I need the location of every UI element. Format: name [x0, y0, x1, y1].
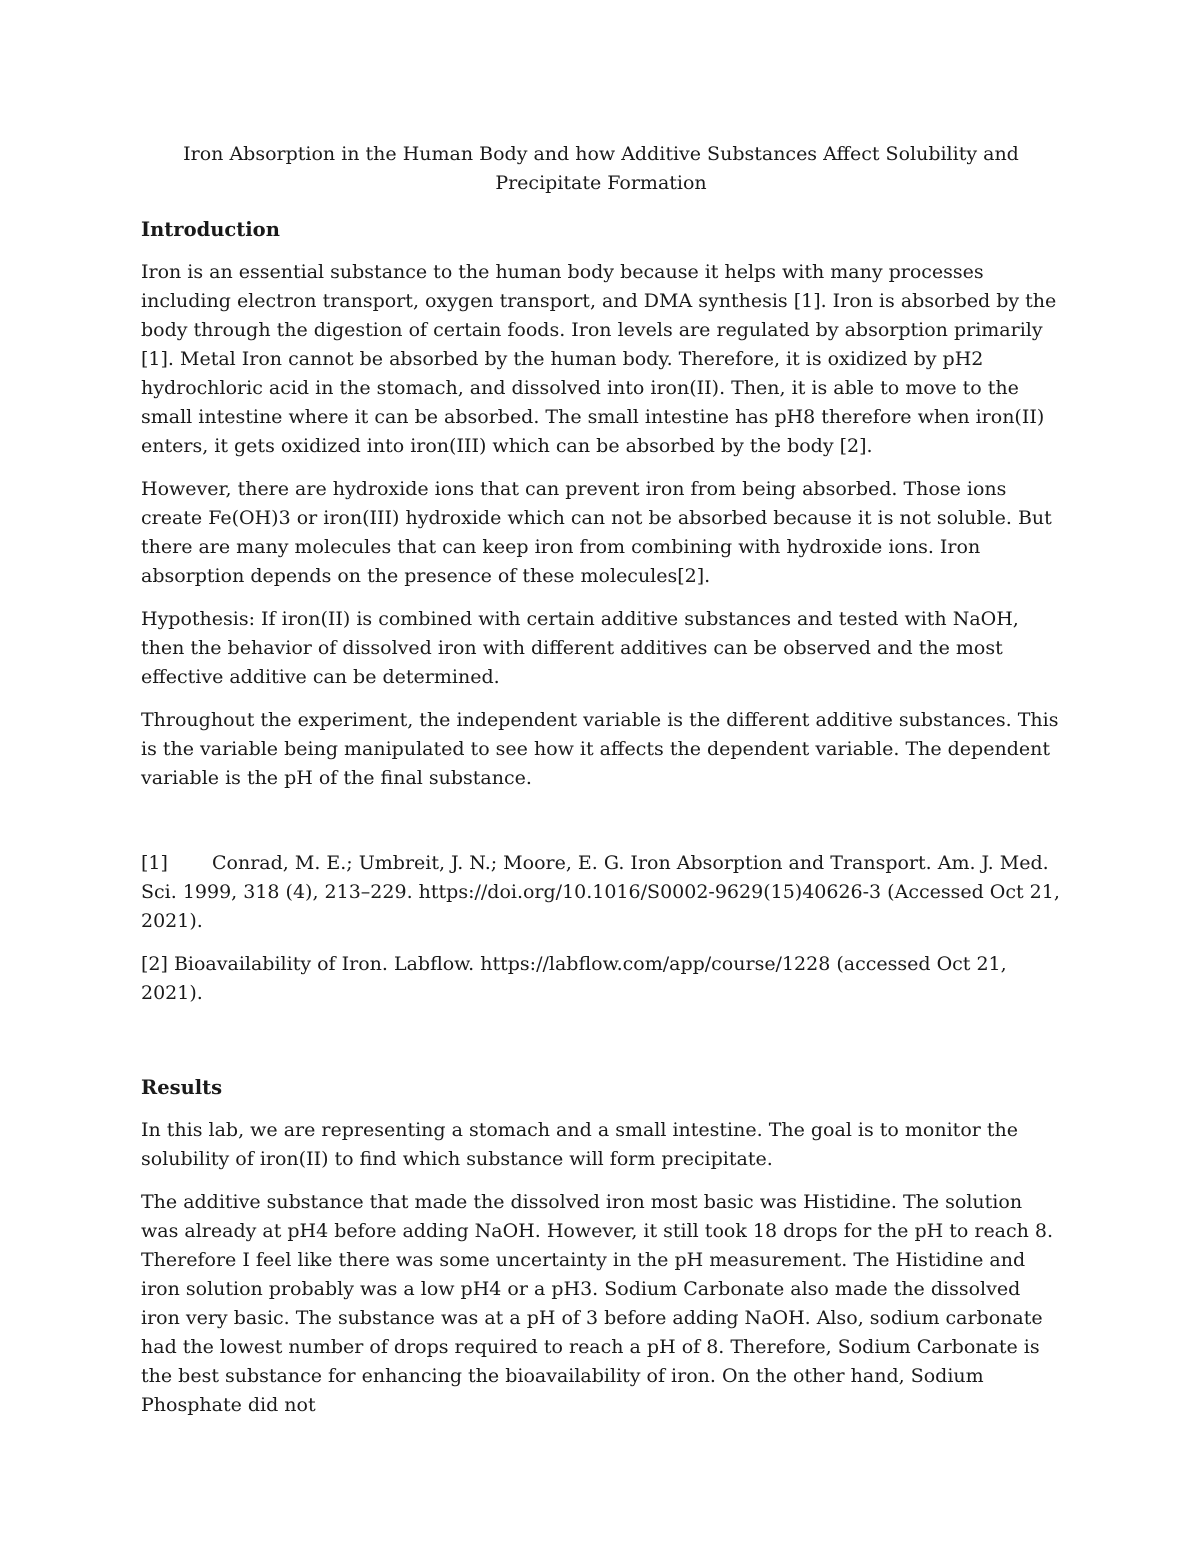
intro-paragraph-2: However, there are hydroxide ions that can prevent iron from being absorbed. Those ions create Fe(OH)3 or iron(III) hydroxide which can not be absorbed because it is not soluble. But there are many molecules that can keep iron from combining with hydroxide ions. Iron absorption depends on the presence of these molecules[2].: [141, 478, 1052, 587]
reference-1-text: Conrad, M. E.; Umbreit, J. N.; Moore, E. G. Iron Absorption and Transport. Am. J. Med. Sci. 1999, 318 (4), 213–229. https://doi.org/10.1016/S0002-9629(15)40626-3 (Accessed Oct 21, 2021).: [141, 852, 1060, 932]
intro-paragraph-1: Iron is an essential substance to the human body because it helps with many processes including electron transport, oxygen transport, and DMA synthesis [1]. Iron is absorbed by the body through the digestion of certain foods. Iron levels are regulated by absorption primarily [1]. Metal Iron cannot be absorbed by the human body. Therefore, it is oxidized by pH2 hydrochloric acid in the stomach, and dissolved into iron(II). Then, it is able to move to the small intestine where it can be absorbed. The small intestine has pH8 therefore when iron(II) enters, it gets oxidized into iron(III) which can be absorbed by the body [2].: [141, 261, 1057, 457]
reference-2: [2] Bioavailability of Iron. Labflow. https://labflow.com/app/course/1228 (accessed Oct 21, 2021).: [141, 953, 1007, 1004]
introduction-heading: Introduction: [141, 218, 280, 241]
document-page: [141, 140, 1061, 1434]
results-paragraph-1: In this lab, we are representing a stomach and a small intestine. The goal is to monitor the solubility of iron(II) to find which substance will form precipitate.: [141, 1119, 1018, 1170]
variables-paragraph: Throughout the experiment, the independent variable is the different additive substances. This is the variable being manipulated to see how it affects the dependent variable. The dependent variable is the pH of the final substance.: [141, 709, 1059, 789]
document-title: [141, 140, 1061, 198]
reference-1: [141, 849, 1061, 936]
reference-1-label: [1]: [141, 852, 168, 874]
spacer: [141, 1022, 1061, 1073]
results-paragraph-2: The additive substance that made the dissolved iron most basic was Histidine. The solution was already at pH4 before adding NaOH. However, it still took 18 drops for the pH to reach 8. Therefore I feel like there was some uncertainty in the pH measurement. The Histidine and iron solution probably was a low pH4 or a pH3. Sodium Carbonate also made the dissolved iron very basic. The substance was at a pH of 3 before adding NaOH. Also, sodium carbonate had the lowest number of drops required to reach a pH of 8. Therefore, Sodium Carbonate is the best substance for enhancing the bioavailability of iron. On the other hand, Sodium Phosphate did not: [141, 1191, 1054, 1416]
title-line-2: Precipitate Formation: [495, 172, 707, 194]
hypothesis-paragraph: Hypothesis: If iron(II) is combined with certain additive substances and tested with NaOH, then the behavior of dissolved iron with different additives can be observed and the most effective additive can be determined.: [141, 608, 1019, 688]
results-heading: Results: [141, 1076, 223, 1099]
spacer: [141, 807, 1061, 849]
title-line-1: Iron Absorption in the Human Body and how Additive Substances Affect Solubility and: [183, 143, 1019, 165]
